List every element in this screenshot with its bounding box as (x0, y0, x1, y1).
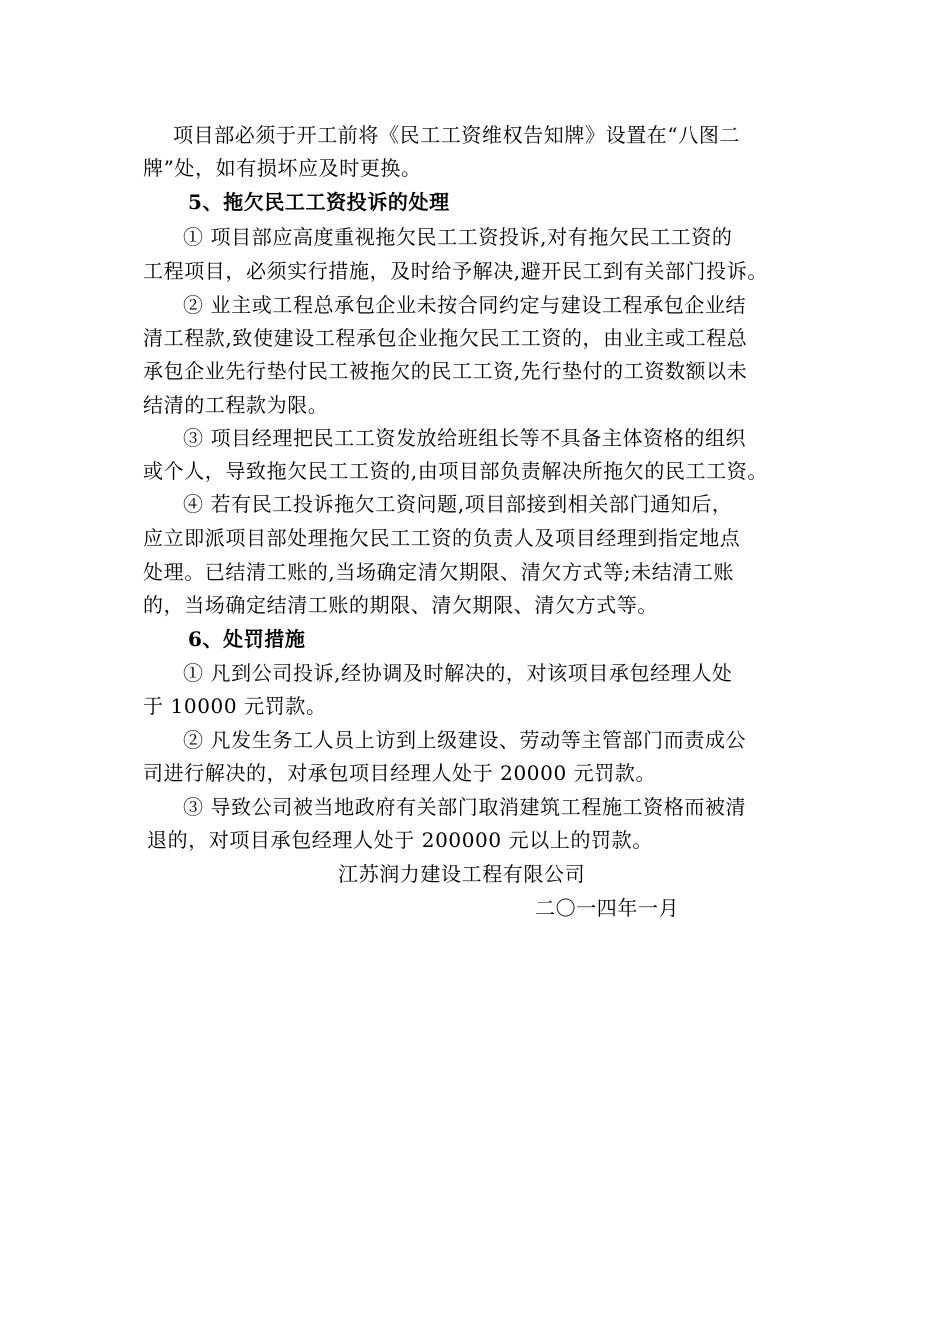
paragraph-line: 承包企业先行垫付民工被拖欠的民工工资,先行垫付的工资数额以未 (143, 359, 748, 383)
paragraph-line: ③ 项目经理把民工工资发放给班组长等不具备主体资格的组织 (183, 426, 747, 450)
section-heading: 5、拖欠民工工资投诉的处理 (188, 190, 450, 214)
company-signature: 江苏润力建设工程有限公司 (338, 862, 586, 886)
document-date: 二〇一四年一月 (535, 896, 680, 920)
paragraph-line: 的，当场确定结清工账的期限、清欠期限、清欠方式等。 (143, 593, 658, 617)
paragraph-line: 或个人，导致拖欠民工工资的,由项目部负责解决所拖欠的民工工资。 (143, 459, 768, 483)
paragraph-line: 工程项目，必须实行措施，及时给予解决,避开民工到有关部门投诉。 (143, 259, 768, 283)
paragraph-line: ④ 若有民工投诉拖欠工资问题,项目部接到相关部门通知后， (183, 492, 733, 516)
paragraph-line: 于 10000 元罚款。 (143, 694, 327, 718)
paragraph-line: ① 凡到公司投诉,经协调及时解决的，对该项目承包经理人处 (183, 661, 733, 685)
paragraph-line: 牌”处，如有损坏应及时更换。 (143, 156, 422, 180)
paragraph-line: 处理。已结清工账的,当场确定清欠期限、清欠方式等;未结清工账 (143, 560, 735, 584)
paragraph-line: 应立即派项目部处理拖欠民工工资的负责人及项目经理到指定地点 (143, 526, 741, 550)
paragraph-line: 项目部必须于开工前将《民工工资维权告知牌》设置在“八图二 (173, 123, 741, 147)
paragraph-line: 结清的工程款为限。 (143, 393, 329, 417)
paragraph-line: 司进行解决的，对承包项目经理人处于 20000 元罚款。 (143, 761, 657, 785)
paragraph-line: ③ 导致公司被当地政府有关部门取消建筑工程施工资格而被清 (183, 795, 747, 819)
paragraph-line: 退的，对项目承包经理人处于 200000 元以上的罚款。 (147, 828, 653, 852)
paragraph-line: ① 项目部应高度重视拖欠民工工资投诉,对有拖欠民工工资的 (183, 225, 733, 249)
paragraph-line: ② 业主或工程总承包企业未按合同约定与建设工程承包企业结 (183, 293, 747, 317)
paragraph-line: ② 凡发生务工人员上访到上级建设、劳动等主管部门而责成公 (183, 728, 747, 752)
section-heading: 6、处罚措施 (188, 627, 306, 651)
paragraph-line: 清工程款,致使建设工程承包企业拖欠民工工资的，由业主或工程总 (143, 326, 748, 350)
